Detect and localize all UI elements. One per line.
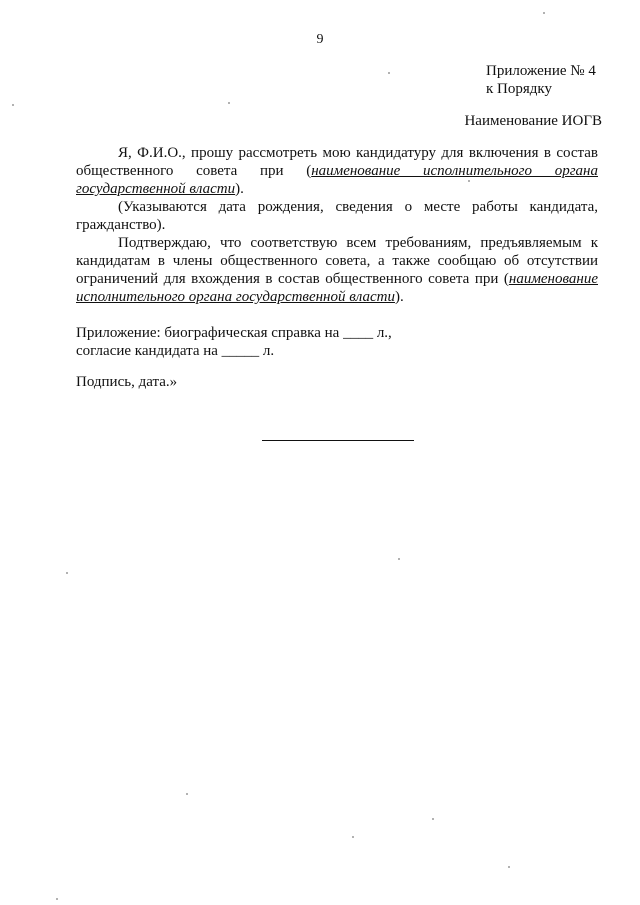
scan-speck [508, 866, 510, 868]
attachment-consent: согласие кандидата на _____ л. [76, 343, 275, 359]
scan-speck [186, 793, 188, 795]
page-number: 9 [316, 32, 324, 47]
signature-date-line: Подпись, дата.» [76, 374, 178, 390]
separator-line [262, 440, 414, 441]
authority-placeholder: наименование исполнительного органа государственной власти [76, 271, 598, 305]
request-text: Я, Ф.И.О., прошу рассмотреть мою кандидатуру для включения в состав общественного совета при ( [76, 145, 598, 179]
appendix-reference [486, 62, 596, 98]
confirmation-end: ). [394, 289, 404, 305]
scan-speck [432, 818, 434, 820]
scan-speck [388, 72, 390, 74]
authority-placeholder: наименование исполнительного органа государственной власти [76, 163, 598, 197]
scan-speck [468, 180, 470, 182]
scan-speck [66, 572, 68, 574]
organization-name: Наименование ИОГВ [464, 113, 602, 129]
scan-speck [352, 836, 354, 838]
attachment-biography: Приложение: биографическая справка на ____ л., [76, 325, 392, 341]
scan-speck [398, 558, 400, 560]
scan-speck [228, 102, 230, 104]
appendix-to-procedure: к Порядку [486, 81, 552, 97]
candidate-details-paragraph: (Указываются дата рождения, сведения о месте работы кандидата, гражданство). [76, 199, 598, 233]
scan-speck [12, 104, 14, 106]
confirmation-text: Подтверждаю, что соответствую всем требованиям, предъявляемым к кандидатам в члены общественного совета, а также сообщаю об отсутствии ограничений для вхождения в состав общественного совета при ( [76, 235, 598, 287]
appendix-number: Приложение № 4 [486, 63, 596, 79]
confirmation-paragraph [76, 234, 598, 306]
application-body [76, 144, 598, 306]
request-paragraph [76, 144, 598, 198]
attachments-list [76, 324, 392, 360]
scan-speck [56, 898, 58, 900]
request-end: ). [235, 181, 244, 197]
scan-speck [543, 12, 545, 14]
